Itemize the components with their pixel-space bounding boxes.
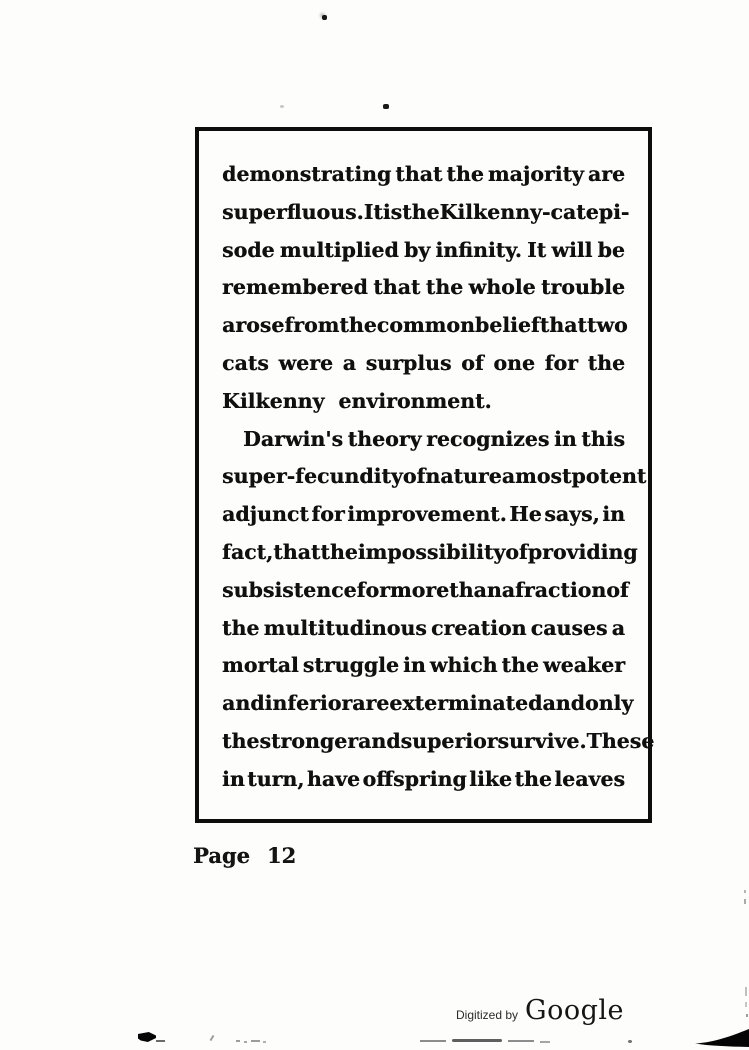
word: in [553,426,577,451]
word: the [339,313,377,338]
word: It [527,237,547,262]
word: will [551,237,593,262]
word: are [587,162,625,186]
word: infinity. [435,237,522,262]
word: trouble [540,275,625,300]
scan-speck-icon [746,1014,748,1017]
word: the [446,162,484,186]
word: that [539,313,587,338]
text-line [222,610,625,648]
word: causes [530,615,608,640]
word: subsistence [222,577,357,602]
word: It [363,199,383,224]
text-line [222,458,647,496]
word: from [284,313,340,338]
watermark [456,995,624,1026]
text-line [222,232,625,270]
word: the [402,199,440,224]
word: epi- [585,199,630,224]
google-logo: Google [525,995,625,1026]
word: be [597,237,625,262]
word: offspring [362,766,467,791]
scan-smudge [420,1040,446,1042]
word: a [342,350,356,375]
word: stronger [259,728,358,753]
word: for [356,577,390,602]
word: of [461,350,484,375]
word: a [611,615,625,640]
scan-streak [695,1026,749,1048]
word: of [505,539,528,564]
scan-smudge [540,1041,550,1043]
scan-smudge [628,1040,632,1043]
word: are [352,691,390,716]
word: only [584,691,634,716]
word: have [306,766,361,791]
word: sode [222,237,275,262]
word: the [222,728,260,753]
word: impossibility [357,539,506,564]
word: the [222,615,260,640]
text-line [222,383,625,421]
scan-smudge [452,1039,502,1042]
word: and [542,691,585,716]
word: one [493,350,535,375]
scan-speck-icon [383,104,389,109]
word: two [586,313,628,338]
word: He [509,502,542,527]
text-line [222,496,625,534]
scan-speck-icon [744,890,746,893]
word: the [425,275,464,300]
text-line [222,194,630,232]
scan-smudge [251,1040,260,1042]
text-line [222,156,625,194]
word: Kilkenny-cat [439,199,586,224]
page-text [222,156,655,799]
word: like [469,766,512,791]
word: more [389,577,450,602]
text-line [222,647,625,685]
text-line [222,572,629,610]
word: super-fecundity [222,464,403,489]
word: Darwin's [243,426,344,451]
word: remembered [222,275,368,300]
word: creation [431,615,527,640]
word: of [606,577,629,602]
word: the [320,539,358,564]
word: whole [468,275,536,300]
scan-smudge [210,1035,215,1041]
scan-speck-icon [744,899,746,904]
text-line [222,723,655,761]
page-footer-number: 12 [266,843,297,868]
word: multiplied [279,237,399,262]
scan-smudge [263,1041,266,1043]
text-line [222,534,638,572]
page-number-label [193,843,296,868]
word: is [382,199,403,224]
word: the [501,653,539,678]
word: that [395,162,443,186]
word: and [222,691,265,716]
word: environment. [338,388,492,413]
word: fraction [514,577,607,602]
word: of [402,464,426,489]
word: potent [571,464,647,489]
word: inferior [264,691,353,716]
scan-smudge [236,1040,240,1042]
text-frame [195,127,655,823]
word: that [273,539,321,564]
page-footer-word: Page [193,843,250,868]
text-line [222,307,628,345]
word: cats [222,350,269,375]
word: mortal [222,653,299,678]
text-line [222,685,634,723]
word: superfluous. [222,199,364,224]
word: arose [222,313,285,338]
word: exterminated [389,691,543,716]
word: most [515,464,572,489]
word: adjunct [222,502,309,527]
word: were [278,350,333,375]
word: These [586,728,655,753]
scan-speck-icon [322,15,327,20]
word: for [311,502,345,527]
word: majority [487,162,584,186]
word: providing [527,539,638,564]
word: weaker [542,653,625,678]
word: in [222,766,245,791]
word: nature [425,464,502,489]
word: by [403,237,431,262]
word: survive. [497,728,587,753]
word: says, [544,502,600,527]
word: belief [474,313,540,338]
word: the [587,350,625,375]
word: fact, [222,539,274,564]
text-line [222,761,625,799]
text-line [222,421,625,459]
text-line [222,345,625,383]
word: a [501,577,515,602]
word: common [376,313,475,338]
word: a [501,464,515,489]
text-line [222,269,625,307]
scan-smudge [138,1032,156,1042]
word: turn, [247,766,305,791]
word: surplus [365,350,452,375]
word: this [581,426,625,451]
word: struggle [302,653,399,678]
word: multitudinous [263,615,427,640]
word: demonstrating [222,162,392,186]
word: for [544,350,578,375]
word: than [449,577,502,602]
word: and [358,728,401,753]
scan-smudge [508,1040,534,1042]
scan-smudge [156,1040,165,1042]
word: superior [400,728,498,753]
scan-speck-icon [280,105,284,108]
word: that [373,275,421,300]
word: in [403,653,426,678]
scan-speck-icon [745,1002,747,1007]
word: in [602,502,625,527]
word: improvement. [347,502,507,527]
word: which [429,653,498,678]
scan-smudge [244,1041,247,1043]
word: recognizes [426,426,550,451]
word: theory [347,426,422,451]
word: Kilkenny [222,388,325,413]
watermark-prefix: Digitized by [456,1008,519,1022]
word: leaves [554,766,625,791]
scan-speck-icon [745,987,747,996]
word: the [514,766,552,791]
